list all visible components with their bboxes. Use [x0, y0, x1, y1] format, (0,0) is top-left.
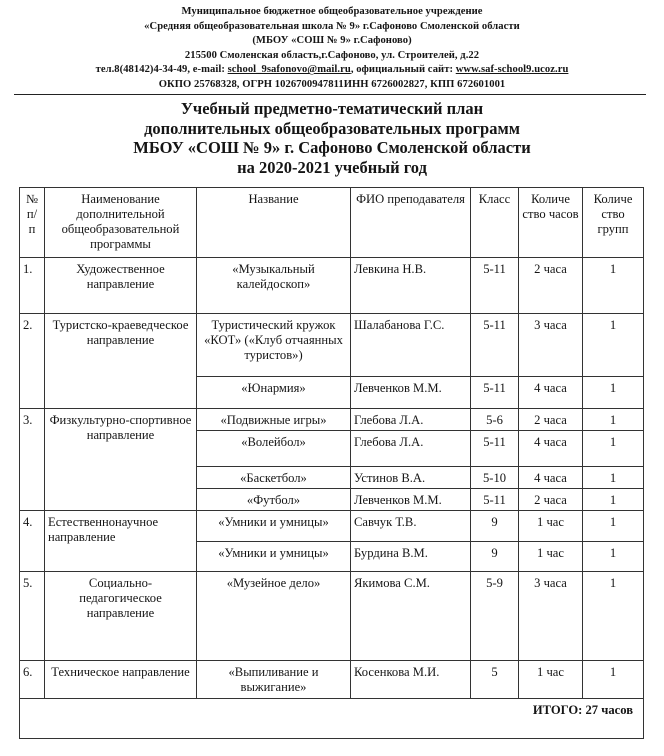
- row-groups: 1: [583, 489, 644, 511]
- header-line-4: 215500 Смоленская область,г.Сафоново, ул. Строителей, д.22: [184, 49, 480, 61]
- row-groups: 1: [583, 314, 644, 377]
- table-row: [20, 511, 644, 542]
- header-line-3: (МБОУ «СОШ № 9» г.Сафоново): [252, 35, 412, 47]
- row-teacher: Савчук Т.В.: [351, 511, 471, 542]
- title-line-4: на 2020-2021 учебный год: [237, 157, 427, 177]
- row-groups: 1: [583, 542, 644, 572]
- title-line-2: дополнительных общеобразовательных программ: [144, 118, 520, 138]
- header-site-label: , официальный сайт:: [350, 64, 456, 76]
- table-total-row: [20, 699, 644, 739]
- row-hours: 4 часа: [519, 467, 583, 489]
- row-hours: 4 часа: [519, 377, 583, 409]
- header-direction: Наименование дополнительной общеобразовательной программы: [45, 188, 197, 258]
- row-teacher: Глебова Л.А.: [351, 409, 471, 431]
- row-hours: 3 часа: [519, 572, 583, 661]
- row-teacher: Якимова С.М.: [351, 572, 471, 661]
- email-link[interactable]: school_9safonovo@mail.ru: [227, 64, 351, 76]
- header-hours: Количе ство часов: [519, 188, 583, 258]
- row-groups: 1: [583, 431, 644, 467]
- row-hours: 1 час: [519, 661, 583, 699]
- row-class: 5-11: [471, 489, 519, 511]
- row-direction: Туристско-краеведческое направление: [45, 314, 197, 409]
- row-teacher: Устинов В.А.: [351, 467, 471, 489]
- table-row: [20, 409, 644, 431]
- header-requisites: ОКПО 25768328, ОГРН 1026700947811ИНН 6726002827, КПП 672601001: [158, 78, 506, 90]
- row-teacher: Шалабанова Г.С.: [351, 314, 471, 377]
- table-row: [20, 314, 644, 377]
- table-row: [20, 572, 644, 661]
- programs-table: [19, 187, 644, 739]
- row-name: «Выпиливание и выжигание»: [197, 661, 351, 699]
- row-groups: 1: [583, 467, 644, 489]
- row-class: 5-9: [471, 572, 519, 661]
- row-direction: Художественное направление: [45, 258, 197, 314]
- row-direction: Социально-педагогическое направление: [45, 572, 197, 661]
- header-class: Класс: [471, 188, 519, 258]
- row-groups: 1: [583, 572, 644, 661]
- table-row: [20, 258, 644, 314]
- row-class: 5-11: [471, 431, 519, 467]
- row-teacher: Косенкова М.И.: [351, 661, 471, 699]
- row-teacher: Левченков М.М.: [351, 377, 471, 409]
- title-line-3: МБОУ «СОШ № 9» г. Сафоново Смоленской области: [133, 138, 531, 157]
- row-class: 9: [471, 542, 519, 572]
- header-divider: [14, 94, 646, 95]
- row-direction: Естественнонаучное направление: [45, 511, 197, 572]
- total-hours: ИТОГО: 27 часов: [20, 699, 644, 739]
- row-name: «Волейбол»: [197, 431, 351, 467]
- row-hours: 2 часа: [519, 489, 583, 511]
- row-name: «Музейное дело»: [197, 572, 351, 661]
- header-name: Название: [197, 188, 351, 258]
- row-num: 4.: [20, 511, 45, 572]
- row-num: 3.: [20, 409, 45, 511]
- row-hours: 4 часа: [519, 431, 583, 467]
- row-direction: Физкультурно-спортивное направление: [45, 409, 197, 511]
- row-teacher: Глебова Л.А.: [351, 431, 471, 467]
- row-class: 5-11: [471, 258, 519, 314]
- row-num: 1.: [20, 258, 45, 314]
- row-name: «Юнармия»: [197, 377, 351, 409]
- document-title: [0, 99, 664, 177]
- table-header-row: [20, 188, 644, 258]
- row-name: Туристический кружок «КОТ» («Клуб отчаянных туристов»): [197, 314, 351, 377]
- row-name: «Футбол»: [197, 489, 351, 511]
- row-num: 5.: [20, 572, 45, 661]
- header-contacts: [0, 63, 664, 78]
- header-phone: тел.8(48142)4-34-49, e-mail:: [95, 64, 228, 76]
- header-groups: Количе ство групп: [583, 188, 644, 258]
- header-teacher: ФИО преподавателя: [351, 188, 471, 258]
- row-class: 5-11: [471, 377, 519, 409]
- row-groups: 1: [583, 511, 644, 542]
- row-name: «Умники и умницы»: [197, 511, 351, 542]
- row-direction: Техническое направление: [45, 661, 197, 699]
- header-num: № п/ п: [20, 188, 45, 258]
- row-hours: 1 час: [519, 542, 583, 572]
- header-line-1: Муниципальное бюджетное общеобразовательное учреждение: [181, 6, 483, 17]
- title-line-1: Учебный предметно-тематический план: [180, 99, 484, 118]
- row-class: 5: [471, 661, 519, 699]
- site-link[interactable]: www.saf-school9.ucoz.ru: [455, 64, 569, 76]
- row-hours: 2 часа: [519, 409, 583, 431]
- row-class: 9: [471, 511, 519, 542]
- row-class: 5-10: [471, 467, 519, 489]
- row-teacher: Левченков М.М.: [351, 489, 471, 511]
- row-groups: 1: [583, 258, 644, 314]
- row-name: «Умники и умницы»: [197, 542, 351, 572]
- row-hours: 1 час: [519, 511, 583, 542]
- row-hours: 2 часа: [519, 258, 583, 314]
- row-name: «Баскетбол»: [197, 467, 351, 489]
- row-num: 6.: [20, 661, 45, 699]
- row-teacher: Бурдина В.М.: [351, 542, 471, 572]
- row-class: 5-11: [471, 314, 519, 377]
- row-groups: 1: [583, 377, 644, 409]
- row-class: 5-6: [471, 409, 519, 431]
- row-hours: 3 часа: [519, 314, 583, 377]
- row-teacher: Левкина Н.В.: [351, 258, 471, 314]
- row-name: «Музыкальный калейдоскоп»: [197, 258, 351, 314]
- row-name: «Подвижные игры»: [197, 409, 351, 431]
- row-groups: 1: [583, 661, 644, 699]
- table-row: [20, 661, 644, 699]
- school-header: [0, 5, 664, 93]
- row-num: 2.: [20, 314, 45, 409]
- header-line-2: «Средняя общеобразовательная школа № 9» г.Сафоново Смоленской области: [144, 20, 520, 32]
- row-groups: 1: [583, 409, 644, 431]
